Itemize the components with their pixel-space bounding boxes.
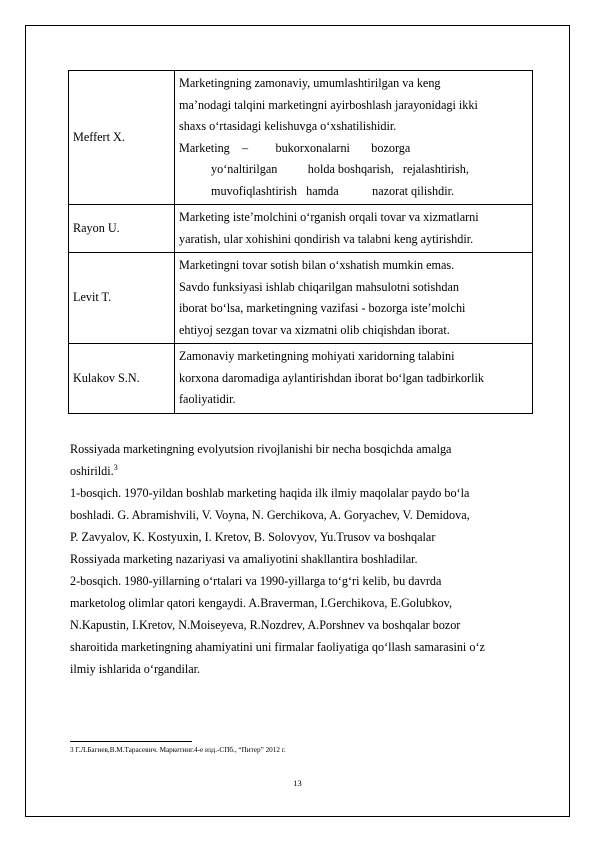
intro-paragraph <box>70 438 550 482</box>
text-line: ilmiy ishlarida o‘rgandilar. <box>70 662 201 676</box>
definitions-table <box>68 70 533 414</box>
definition-line: Marketing – bukorxonalarni bozorga <box>179 140 411 155</box>
definition-line: yaratish, ular xohishini qondirish va talabni keng aytirishdir. <box>179 231 474 246</box>
text-line: P. Zavyalov, K. Kostyuxin, I. Kretov, B. Solovyov, Yu.Trusov va boshqalar <box>70 530 436 544</box>
definition-line: Marketingning zamonaviy, umumlashtirilgan va keng <box>179 76 441 90</box>
text-line: 2-bosqich. 1980-yillarning o‘rtalari va 1990-yillarga to‘g‘ri kelib, bu davrda <box>70 574 442 588</box>
definition-cell <box>175 344 533 414</box>
definition-line: Marketingni tovar sotish bilan o‘xshatish mumkin emas. <box>179 258 455 272</box>
table-row <box>69 344 533 414</box>
author-cell: Levit T. <box>69 253 175 344</box>
definition-cell <box>175 71 533 205</box>
definition-cell <box>175 205 533 253</box>
text-line: marketolog olimlar qatori kengaydi. A.Braverman, I.Gerchikova, E.Golubkov, <box>70 596 452 610</box>
definition-cell <box>175 253 533 344</box>
text-line: 1-bosqich. 1970-yildan boshlab marketing haqida ilk ilmiy maqolalar paydo bo‘la <box>70 486 470 500</box>
author-cell: Rayon U. <box>69 205 175 253</box>
definition-line: faoliyatidir. <box>179 392 236 406</box>
footnote-separator <box>70 741 192 742</box>
text-line: boshladi. G. Abramishvili, V. Voyna, N. Gerchikova, A. Goryachev, V. Demidova, <box>70 508 470 522</box>
text-line: Rossiyada marketingning evolyutsion rivojlanishi bir necha bosqichda amalga <box>70 442 452 456</box>
stage1-paragraph <box>70 482 550 570</box>
footnote-ref[interactable]: 3 <box>113 462 118 472</box>
text-line: sharoitida marketingning ahamiyatini uni firmalar faoliyatiga qo‘llash samarasini o‘z <box>70 640 485 654</box>
definition-line: iborat bo‘lsa, marketingning vazifasi - bozorga iste’molchi <box>179 301 466 315</box>
definition-line: Savdo funksiyasi ishlab chiqarilgan mahsulotni sotishdan <box>179 279 459 294</box>
definition-line: ehtiyoj sezgan tovar va xizmatni olib chiqishdan iborat. <box>179 322 450 337</box>
table-row <box>69 71 533 205</box>
page-number: 13 <box>293 778 302 788</box>
definition-line: korxona daromadiga aylantirishdan iborat bo‘lgan tadbirkorlik <box>179 370 484 385</box>
definition-line: Marketing iste’molchini o‘rganish orqali tovar va xizmatlarni <box>179 210 479 224</box>
text-line: N.Kapustin, I.Kretov, N.Moiseyeva, R.Nozdrev, A.Porshnev va boshqalar bozor <box>70 618 461 632</box>
stage2-paragraph <box>70 570 550 680</box>
text-line: Rossiyada marketing nazariyasi va amaliyotini shakllantira boshladilar. <box>70 552 418 566</box>
text-line: oshirildi. <box>70 464 114 478</box>
definition-line: muvofiqlashtirish hamda nazorat qilishdir. <box>211 183 455 198</box>
definition-line: shaxs o‘rtasidagi kelishuvga o‘xshatilishidir. <box>179 119 397 133</box>
body-text <box>70 438 550 680</box>
table-row <box>69 253 533 344</box>
table-row <box>69 205 533 253</box>
definition-line: ma’nodagi talqini marketingni ayirboshlash jarayonidagi ikki <box>179 97 478 112</box>
footnote: 3 Г.Л.Багиев,В.М.Тарасевич. Маркетинг.4-е изд.-СПб., “Питер” 2012 г. <box>70 746 286 754</box>
author-cell: Kulakov S.N. <box>69 344 175 414</box>
definition-line: Zamonaviy marketingning mohiyati xaridorning talabini <box>179 349 455 363</box>
definition-line: yo‘naltirilgan holda boshqarish, rejalashtirish, <box>211 162 469 176</box>
author-cell: Meffert X. <box>69 71 175 205</box>
